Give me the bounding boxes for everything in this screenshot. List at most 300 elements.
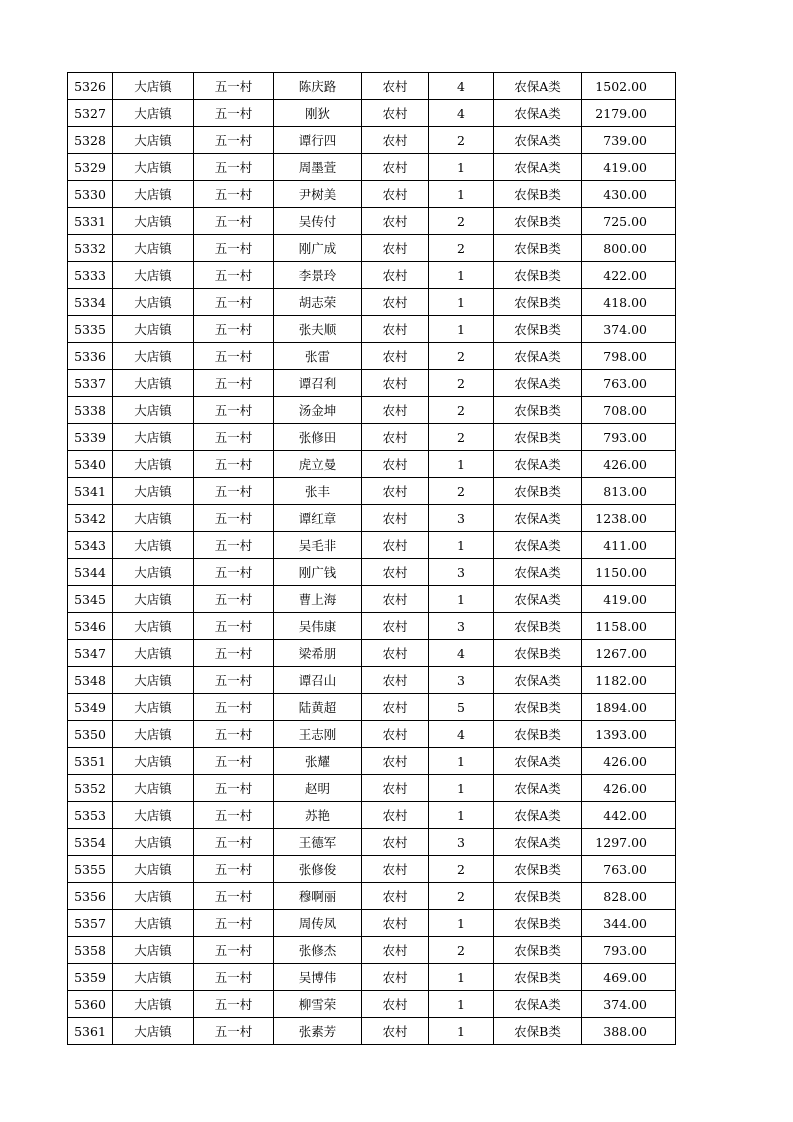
name-cell: 吴毛非 [274, 532, 362, 559]
insurance-category-cell: 农保B类 [494, 694, 582, 721]
village-cell: 五一村 [194, 181, 274, 208]
table-row [68, 856, 676, 883]
household-size-cell: 2 [429, 397, 494, 424]
row-number-cell: 5338 [68, 397, 113, 424]
name-cell: 张修俊 [274, 856, 362, 883]
insurance-category-cell: 农保B类 [494, 1018, 582, 1045]
area-type-cell: 农村 [362, 775, 429, 802]
insurance-category-cell: 农保A类 [494, 127, 582, 154]
table-row [68, 694, 676, 721]
insurance-category-cell: 农保B类 [494, 478, 582, 505]
amount-cell: 1150.00 [582, 559, 676, 586]
name-cell: 张丰 [274, 478, 362, 505]
town-cell: 大店镇 [113, 73, 194, 100]
village-cell: 五一村 [194, 316, 274, 343]
household-size-cell: 1 [429, 262, 494, 289]
area-type-cell: 农村 [362, 640, 429, 667]
area-type-cell: 农村 [362, 1018, 429, 1045]
insurance-category-cell: 农保A类 [494, 73, 582, 100]
area-type-cell: 农村 [362, 883, 429, 910]
amount-cell: 798.00 [582, 343, 676, 370]
amount-cell: 1182.00 [582, 667, 676, 694]
insurance-category-cell: 农保A类 [494, 532, 582, 559]
household-size-cell: 4 [429, 73, 494, 100]
town-cell: 大店镇 [113, 640, 194, 667]
amount-cell: 763.00 [582, 856, 676, 883]
area-type-cell: 农村 [362, 829, 429, 856]
town-cell: 大店镇 [113, 289, 194, 316]
town-cell: 大店镇 [113, 1018, 194, 1045]
table-row [68, 397, 676, 424]
table-row [68, 991, 676, 1018]
name-cell: 谭红章 [274, 505, 362, 532]
village-cell: 五一村 [194, 1018, 274, 1045]
village-cell: 五一村 [194, 694, 274, 721]
town-cell: 大店镇 [113, 181, 194, 208]
town-cell: 大店镇 [113, 856, 194, 883]
row-number-cell: 5329 [68, 154, 113, 181]
amount-cell: 2179.00 [582, 100, 676, 127]
insurance-category-cell: 农保A类 [494, 451, 582, 478]
name-cell: 虎立曼 [274, 451, 362, 478]
table-row [68, 208, 676, 235]
amount-cell: 442.00 [582, 802, 676, 829]
name-cell: 苏艳 [274, 802, 362, 829]
row-number-cell: 5340 [68, 451, 113, 478]
household-size-cell: 1 [429, 991, 494, 1018]
amount-cell: 813.00 [582, 478, 676, 505]
household-size-cell: 2 [429, 883, 494, 910]
area-type-cell: 农村 [362, 127, 429, 154]
household-size-cell: 5 [429, 694, 494, 721]
name-cell: 陈庆路 [274, 73, 362, 100]
town-cell: 大店镇 [113, 910, 194, 937]
row-number-cell: 5345 [68, 586, 113, 613]
name-cell: 柳雪荣 [274, 991, 362, 1018]
household-size-cell: 2 [429, 856, 494, 883]
household-size-cell: 2 [429, 343, 494, 370]
village-cell: 五一村 [194, 262, 274, 289]
amount-cell: 426.00 [582, 775, 676, 802]
row-number-cell: 5339 [68, 424, 113, 451]
insurance-category-cell: 农保B类 [494, 910, 582, 937]
table-row [68, 343, 676, 370]
village-cell: 五一村 [194, 208, 274, 235]
town-cell: 大店镇 [113, 613, 194, 640]
row-number-cell: 5326 [68, 73, 113, 100]
household-size-cell: 1 [429, 154, 494, 181]
village-cell: 五一村 [194, 532, 274, 559]
town-cell: 大店镇 [113, 235, 194, 262]
row-number-cell: 5343 [68, 532, 113, 559]
row-number-cell: 5361 [68, 1018, 113, 1045]
table-row [68, 1018, 676, 1045]
name-cell: 张修田 [274, 424, 362, 451]
area-type-cell: 农村 [362, 73, 429, 100]
area-type-cell: 农村 [362, 397, 429, 424]
insurance-category-cell: 农保A类 [494, 991, 582, 1018]
household-size-cell: 1 [429, 289, 494, 316]
household-size-cell: 3 [429, 829, 494, 856]
row-number-cell: 5356 [68, 883, 113, 910]
village-cell: 五一村 [194, 991, 274, 1018]
name-cell: 张修杰 [274, 937, 362, 964]
row-number-cell: 5327 [68, 100, 113, 127]
household-size-cell: 4 [429, 640, 494, 667]
amount-cell: 1297.00 [582, 829, 676, 856]
area-type-cell: 农村 [362, 964, 429, 991]
village-cell: 五一村 [194, 964, 274, 991]
town-cell: 大店镇 [113, 721, 194, 748]
insurance-category-cell: 农保B类 [494, 424, 582, 451]
household-size-cell: 2 [429, 424, 494, 451]
table-row [68, 775, 676, 802]
area-type-cell: 农村 [362, 370, 429, 397]
village-cell: 五一村 [194, 910, 274, 937]
household-size-cell: 4 [429, 721, 494, 748]
name-cell: 张耀 [274, 748, 362, 775]
area-type-cell: 农村 [362, 613, 429, 640]
row-number-cell: 5355 [68, 856, 113, 883]
village-cell: 五一村 [194, 424, 274, 451]
area-type-cell: 农村 [362, 235, 429, 262]
table-row [68, 802, 676, 829]
insurance-category-cell: 农保A类 [494, 748, 582, 775]
amount-cell: 1894.00 [582, 694, 676, 721]
row-number-cell: 5341 [68, 478, 113, 505]
row-number-cell: 5357 [68, 910, 113, 937]
area-type-cell: 农村 [362, 154, 429, 181]
town-cell: 大店镇 [113, 694, 194, 721]
household-size-cell: 1 [429, 775, 494, 802]
town-cell: 大店镇 [113, 478, 194, 505]
table-row [68, 127, 676, 154]
village-cell: 五一村 [194, 721, 274, 748]
name-cell: 张素芳 [274, 1018, 362, 1045]
name-cell: 张夫顺 [274, 316, 362, 343]
area-type-cell: 农村 [362, 478, 429, 505]
village-cell: 五一村 [194, 289, 274, 316]
insurance-category-cell: 农保A类 [494, 667, 582, 694]
household-size-cell: 1 [429, 748, 494, 775]
table-row [68, 478, 676, 505]
area-type-cell: 农村 [362, 559, 429, 586]
table-row [68, 262, 676, 289]
amount-cell: 430.00 [582, 181, 676, 208]
household-size-cell: 2 [429, 478, 494, 505]
name-cell: 赵明 [274, 775, 362, 802]
town-cell: 大店镇 [113, 829, 194, 856]
table-row [68, 640, 676, 667]
row-number-cell: 5349 [68, 694, 113, 721]
insurance-category-cell: 农保A类 [494, 559, 582, 586]
amount-cell: 739.00 [582, 127, 676, 154]
insurance-category-cell: 农保B类 [494, 397, 582, 424]
name-cell: 王志刚 [274, 721, 362, 748]
name-cell: 吴伟康 [274, 613, 362, 640]
village-cell: 五一村 [194, 829, 274, 856]
name-cell: 穆啊丽 [274, 883, 362, 910]
name-cell: 梁希朋 [274, 640, 362, 667]
insurance-category-cell: 农保B类 [494, 964, 582, 991]
insurance-category-cell: 农保B类 [494, 613, 582, 640]
household-size-cell: 2 [429, 370, 494, 397]
table-row [68, 667, 676, 694]
row-number-cell: 5337 [68, 370, 113, 397]
row-number-cell: 5346 [68, 613, 113, 640]
insurance-category-cell: 农保B类 [494, 208, 582, 235]
amount-cell: 1502.00 [582, 73, 676, 100]
town-cell: 大店镇 [113, 802, 194, 829]
name-cell: 刚广成 [274, 235, 362, 262]
village-cell: 五一村 [194, 451, 274, 478]
amount-cell: 1238.00 [582, 505, 676, 532]
village-cell: 五一村 [194, 100, 274, 127]
table-row [68, 154, 676, 181]
insurance-category-cell: 农保A类 [494, 802, 582, 829]
table-row [68, 964, 676, 991]
amount-cell: 708.00 [582, 397, 676, 424]
household-size-cell: 3 [429, 613, 494, 640]
household-size-cell: 2 [429, 235, 494, 262]
name-cell: 谭召山 [274, 667, 362, 694]
area-type-cell: 农村 [362, 100, 429, 127]
village-cell: 五一村 [194, 613, 274, 640]
row-number-cell: 5348 [68, 667, 113, 694]
table-row [68, 910, 676, 937]
table-row [68, 289, 676, 316]
town-cell: 大店镇 [113, 748, 194, 775]
amount-cell: 411.00 [582, 532, 676, 559]
name-cell: 谭召利 [274, 370, 362, 397]
name-cell: 陆黄超 [274, 694, 362, 721]
table-row [68, 748, 676, 775]
insurance-category-cell: 农保A类 [494, 505, 582, 532]
household-size-cell: 4 [429, 100, 494, 127]
village-cell: 五一村 [194, 127, 274, 154]
area-type-cell: 农村 [362, 694, 429, 721]
town-cell: 大店镇 [113, 343, 194, 370]
village-cell: 五一村 [194, 370, 274, 397]
town-cell: 大店镇 [113, 559, 194, 586]
amount-cell: 1158.00 [582, 613, 676, 640]
row-number-cell: 5358 [68, 937, 113, 964]
table-row [68, 424, 676, 451]
insurance-category-cell: 农保B类 [494, 937, 582, 964]
household-size-cell: 1 [429, 964, 494, 991]
area-type-cell: 农村 [362, 262, 429, 289]
table-row [68, 613, 676, 640]
amount-cell: 1393.00 [582, 721, 676, 748]
insurance-category-cell: 农保A类 [494, 154, 582, 181]
name-cell: 周传凤 [274, 910, 362, 937]
name-cell: 吴传付 [274, 208, 362, 235]
amount-cell: 793.00 [582, 937, 676, 964]
amount-cell: 419.00 [582, 586, 676, 613]
area-type-cell: 农村 [362, 532, 429, 559]
village-cell: 五一村 [194, 640, 274, 667]
household-size-cell: 1 [429, 181, 494, 208]
row-number-cell: 5328 [68, 127, 113, 154]
area-type-cell: 农村 [362, 721, 429, 748]
household-size-cell: 2 [429, 127, 494, 154]
household-size-cell: 1 [429, 532, 494, 559]
table-body [68, 73, 676, 1045]
town-cell: 大店镇 [113, 316, 194, 343]
table-row [68, 532, 676, 559]
area-type-cell: 农村 [362, 424, 429, 451]
row-number-cell: 5342 [68, 505, 113, 532]
village-cell: 五一村 [194, 478, 274, 505]
row-number-cell: 5336 [68, 343, 113, 370]
household-size-cell: 1 [429, 802, 494, 829]
town-cell: 大店镇 [113, 397, 194, 424]
amount-cell: 426.00 [582, 451, 676, 478]
town-cell: 大店镇 [113, 991, 194, 1018]
amount-cell: 800.00 [582, 235, 676, 262]
village-cell: 五一村 [194, 154, 274, 181]
household-size-cell: 1 [429, 586, 494, 613]
area-type-cell: 农村 [362, 451, 429, 478]
town-cell: 大店镇 [113, 208, 194, 235]
row-number-cell: 5359 [68, 964, 113, 991]
area-type-cell: 农村 [362, 343, 429, 370]
name-cell: 张雷 [274, 343, 362, 370]
insurance-category-cell: 农保A类 [494, 775, 582, 802]
amount-cell: 344.00 [582, 910, 676, 937]
insurance-category-cell: 农保B类 [494, 856, 582, 883]
name-cell: 刚狄 [274, 100, 362, 127]
amount-cell: 422.00 [582, 262, 676, 289]
village-cell: 五一村 [194, 586, 274, 613]
amount-cell: 374.00 [582, 316, 676, 343]
insurance-category-cell: 农保A类 [494, 829, 582, 856]
row-number-cell: 5347 [68, 640, 113, 667]
household-size-cell: 2 [429, 937, 494, 964]
row-number-cell: 5353 [68, 802, 113, 829]
household-size-cell: 1 [429, 910, 494, 937]
name-cell: 曹上海 [274, 586, 362, 613]
row-number-cell: 5351 [68, 748, 113, 775]
village-cell: 五一村 [194, 235, 274, 262]
row-number-cell: 5332 [68, 235, 113, 262]
row-number-cell: 5334 [68, 289, 113, 316]
table-row [68, 370, 676, 397]
table-row [68, 721, 676, 748]
table-row [68, 829, 676, 856]
row-number-cell: 5352 [68, 775, 113, 802]
household-size-cell: 1 [429, 1018, 494, 1045]
table-row [68, 235, 676, 262]
row-number-cell: 5331 [68, 208, 113, 235]
amount-cell: 419.00 [582, 154, 676, 181]
area-type-cell: 农村 [362, 505, 429, 532]
town-cell: 大店镇 [113, 370, 194, 397]
table-row [68, 937, 676, 964]
amount-cell: 1267.00 [582, 640, 676, 667]
town-cell: 大店镇 [113, 100, 194, 127]
area-type-cell: 农村 [362, 289, 429, 316]
village-cell: 五一村 [194, 856, 274, 883]
name-cell: 李景玲 [274, 262, 362, 289]
table-row [68, 451, 676, 478]
insurance-category-cell: 农保B类 [494, 262, 582, 289]
household-size-cell: 3 [429, 505, 494, 532]
name-cell: 汤金坤 [274, 397, 362, 424]
area-type-cell: 农村 [362, 991, 429, 1018]
amount-cell: 388.00 [582, 1018, 676, 1045]
name-cell: 谭行四 [274, 127, 362, 154]
area-type-cell: 农村 [362, 856, 429, 883]
insurance-category-cell: 农保A类 [494, 586, 582, 613]
village-cell: 五一村 [194, 73, 274, 100]
records-table [67, 72, 676, 1045]
town-cell: 大店镇 [113, 127, 194, 154]
row-number-cell: 5360 [68, 991, 113, 1018]
name-cell: 尹树美 [274, 181, 362, 208]
area-type-cell: 农村 [362, 667, 429, 694]
insurance-category-cell: 农保B类 [494, 883, 582, 910]
row-number-cell: 5350 [68, 721, 113, 748]
name-cell: 刚广钱 [274, 559, 362, 586]
town-cell: 大店镇 [113, 964, 194, 991]
household-size-cell: 3 [429, 559, 494, 586]
table-row [68, 559, 676, 586]
town-cell: 大店镇 [113, 937, 194, 964]
town-cell: 大店镇 [113, 451, 194, 478]
amount-cell: 763.00 [582, 370, 676, 397]
insurance-category-cell: 农保A类 [494, 343, 582, 370]
household-size-cell: 3 [429, 667, 494, 694]
amount-cell: 374.00 [582, 991, 676, 1018]
village-cell: 五一村 [194, 748, 274, 775]
village-cell: 五一村 [194, 802, 274, 829]
area-type-cell: 农村 [362, 316, 429, 343]
town-cell: 大店镇 [113, 262, 194, 289]
area-type-cell: 农村 [362, 748, 429, 775]
town-cell: 大店镇 [113, 424, 194, 451]
insurance-category-cell: 农保B类 [494, 289, 582, 316]
area-type-cell: 农村 [362, 586, 429, 613]
name-cell: 王德军 [274, 829, 362, 856]
amount-cell: 469.00 [582, 964, 676, 991]
area-type-cell: 农村 [362, 181, 429, 208]
row-number-cell: 5330 [68, 181, 113, 208]
insurance-category-cell: 农保B类 [494, 316, 582, 343]
row-number-cell: 5335 [68, 316, 113, 343]
insurance-category-cell: 农保B类 [494, 181, 582, 208]
area-type-cell: 农村 [362, 937, 429, 964]
insurance-category-cell: 农保B类 [494, 721, 582, 748]
row-number-cell: 5344 [68, 559, 113, 586]
table-row [68, 316, 676, 343]
name-cell: 吴博伟 [274, 964, 362, 991]
insurance-category-cell: 农保A类 [494, 370, 582, 397]
amount-cell: 725.00 [582, 208, 676, 235]
village-cell: 五一村 [194, 883, 274, 910]
name-cell: 胡志荣 [274, 289, 362, 316]
amount-cell: 418.00 [582, 289, 676, 316]
area-type-cell: 农村 [362, 208, 429, 235]
town-cell: 大店镇 [113, 667, 194, 694]
village-cell: 五一村 [194, 937, 274, 964]
amount-cell: 828.00 [582, 883, 676, 910]
town-cell: 大店镇 [113, 775, 194, 802]
area-type-cell: 农村 [362, 802, 429, 829]
village-cell: 五一村 [194, 343, 274, 370]
village-cell: 五一村 [194, 775, 274, 802]
village-cell: 五一村 [194, 397, 274, 424]
